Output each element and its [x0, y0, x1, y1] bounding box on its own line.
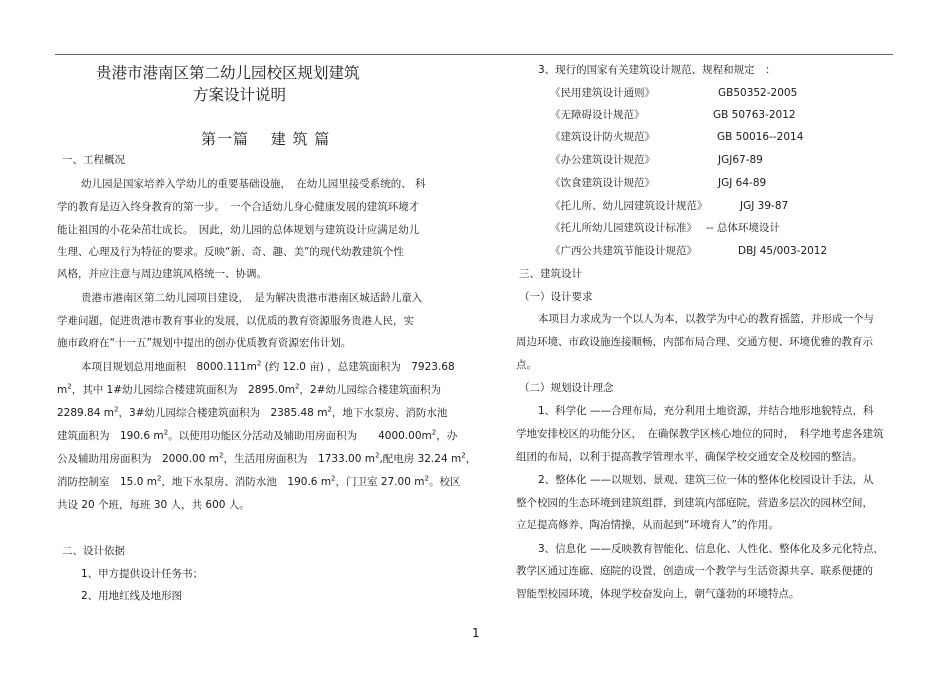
standard-code: JGJ 39-87 — [740, 200, 789, 212]
superscript: 2 — [67, 382, 72, 391]
paragraph-line: 教学区通过连廊、庭院的设置，创造成一个教学与生活资源共享、联系便捷的 — [516, 565, 873, 577]
paragraph-line: 点。 — [516, 359, 537, 371]
paragraph-line: 学的教育是迈入终身教育的第一步。 一个合适幼儿身心健康发展的建筑环境才 — [57, 201, 420, 213]
area-text: 。以使用功能区分活动及辅助用房面积为 4000.00m — [168, 430, 432, 442]
area-text: ，办 — [436, 430, 458, 442]
area-text: 2289.84 m — [57, 407, 114, 419]
list-item: 3、现行的国家有关建筑设计规范、规程和规定 ： — [538, 64, 776, 76]
doc-title-line1: 贵港市港南区第二幼儿园校区规划建筑 — [96, 64, 360, 82]
area-line-5 — [57, 453, 476, 466]
paragraph-line: 本项目力求成为一个以人为本，以教学为中心的教育摇篮，并形成一个与 — [538, 313, 874, 325]
area-line-2 — [57, 384, 441, 397]
standard-title: 《广西公共建筑节能设计规范》 — [550, 245, 697, 257]
standard-title: 《托儿所幼儿园建筑设计标准》 — [550, 222, 697, 234]
section-heading-1: 一、工程概况 — [62, 154, 125, 166]
superscript: 2 — [256, 359, 262, 368]
paragraph-line: 幼儿园是国家培养入学幼儿的重要基础设施， 在幼儿园里接受系统的、 科 — [81, 178, 426, 190]
superscript: 2 — [156, 474, 162, 483]
area-text: ，地下水泵房、消防水池 — [331, 407, 448, 419]
area-text: ，门卫室 27.00 m — [335, 476, 425, 488]
doc-title-line2: 方案设计说明 — [193, 86, 287, 104]
standard-code: JGJ67-89 — [718, 154, 763, 166]
section-heading-2: 二、设计依据 — [62, 545, 125, 557]
paragraph-line: 施市政府在“十一五”规划中提出的创办优质教育资源宏伟计划。 — [57, 337, 352, 349]
standard-code: JGJ 64-89 — [718, 177, 767, 189]
paragraph-line: 2、整体化 ——以规划、景观、建筑三位一体的整体化校园设计手法，从 — [538, 474, 874, 486]
area-line-7: 共设 20 个班，每班 30 人，共 600 人。 — [57, 499, 250, 511]
area-text: ，生活用房面积为 1733.00 m — [223, 453, 375, 465]
area-text: m — [57, 384, 68, 396]
standard-title: 《无障碍设计规范》 — [550, 109, 645, 121]
area-text: 。校区 — [428, 476, 461, 488]
list-item: 1、甲方提供设计任务书； — [81, 568, 204, 580]
superscript: 2 — [327, 405, 332, 414]
area-text: ，3#幼儿园综合楼建筑面积为 2385.48 m — [118, 407, 328, 419]
superscript: 2 — [461, 451, 466, 460]
subsection-heading: （二）规划设计理念 — [519, 382, 614, 394]
paragraph-line: 学地安排校区的功能分区， 在确保教学区核心地位的同时， 科学地考虑各建筑 — [516, 428, 884, 440]
paragraph-line: 组团的布局，以利于提高教学管理水平，确保学校交通安全及校园的整洁。 — [516, 451, 863, 463]
superscript: 2 — [114, 405, 119, 414]
paragraph-line: 能让祖国的小花朵茁壮成长。 因此，幼儿园的总体规划与建筑设计应满足幼儿 — [57, 224, 420, 236]
subsection-heading: （一）设计要求 — [519, 291, 593, 303]
superscript: 2 — [431, 428, 437, 437]
area-text: ， — [465, 453, 477, 465]
superscript: 2 — [374, 451, 380, 460]
area-line-4 — [57, 430, 457, 443]
section-heading-3: 三、建筑设计 — [519, 268, 582, 280]
area-line-6 — [57, 476, 460, 489]
paragraph-line: 3、信息化 ——反映教育智能化、信息化、人性化、整体化及多元化特点， — [538, 543, 885, 555]
list-item: 2、用地红线及地形图 — [81, 590, 183, 602]
area-text: ，2#幼儿园综合楼建筑面积为 — [299, 384, 441, 396]
standard-code: DBJ 45/003-2012 — [738, 245, 828, 257]
superscript: 2 — [295, 382, 300, 391]
part-heading: 第一篇 建 筑 篇 — [201, 130, 331, 148]
area-text: 建筑面积为 190.6 m — [57, 430, 164, 442]
area-line-3 — [57, 407, 447, 420]
paragraph-line: 生理、心理及行为特征的要求。反映“新、奇、趣、美”的现代幼教建筑个性 — [57, 246, 404, 258]
standard-title: 《建筑设计防火规范》 — [550, 131, 655, 143]
area-text: ，其中 1#幼儿园综合楼建筑面积为 2895.0m — [71, 384, 295, 396]
paragraph-line: 智能型校园环境，体现学校奋发向上，朝气蓬勃的环境特点。 — [516, 588, 800, 600]
superscript: 2 — [331, 474, 336, 483]
area-text: (约 12.0 亩) ，总建筑面积为 7923.68 — [264, 361, 455, 373]
paragraph-line: 立足提高修养、陶冶情操，从而起到“环境育人”的作用。 — [516, 519, 779, 531]
standard-title: 《托儿所、幼儿园建筑设计规范》 — [550, 200, 708, 212]
area-line-1 — [81, 361, 455, 374]
area-text: 公及辅助用房面积为 2000.00 m — [57, 453, 219, 465]
area-text: ，地下水泵房、消防水池 190.6 m — [161, 476, 332, 488]
standard-title: 《民用建筑设计通则》 — [550, 87, 655, 99]
standard-code: GB 50016--2014 — [717, 131, 804, 143]
standard-code: GB50352-2005 — [718, 87, 798, 99]
paragraph-line: 1、科学化 ——合理布局，充分利用土地资源，并结合地形地貌特点，科 — [538, 405, 874, 417]
standard-code: -- 总体环境设计 — [706, 222, 780, 234]
paragraph-line: 学难问题，促进贵港市教育事业的发展，以优质的教育资源服务贵港人民，实 — [57, 315, 414, 327]
paragraph-line: 整个校园的生态环境到建筑组群，到建筑内部庭院，营造多层次的园林空间， — [516, 497, 873, 509]
area-text: ,配电房 32.24 m — [379, 453, 462, 465]
page-number: 1 — [472, 626, 480, 640]
header-rule — [55, 54, 893, 55]
standard-title: 《饮食建筑设计规范》 — [550, 177, 655, 189]
superscript: 2 — [219, 451, 224, 460]
superscript: 2 — [163, 428, 169, 437]
paragraph-line: 周边环境、市政设施连接顺畅，内部布局合理、交通方便、环境优雅的教育示 — [516, 336, 873, 348]
standard-title: 《办公建筑设计规范》 — [550, 154, 655, 166]
area-text: 消防控制室 15.0 m — [57, 476, 157, 488]
superscript: 2 — [424, 474, 429, 483]
area-text: 本项目规划总用地面积 8000.111m — [81, 361, 257, 373]
paragraph-line: 风格，并应注意与周边建筑风格统一、协调。 — [57, 268, 267, 280]
standard-code: GB 50763-2012 — [713, 109, 796, 121]
paragraph-line: 贵港市港南区第二幼儿园项目建设， 是为解决贵港市港南区城适龄儿童入 — [81, 292, 423, 304]
